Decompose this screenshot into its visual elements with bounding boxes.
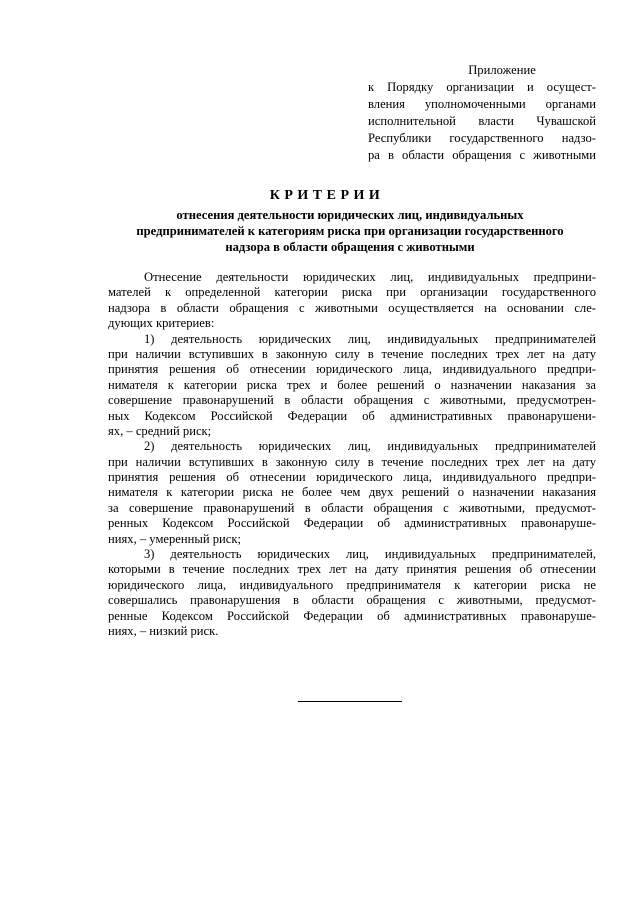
appendix-block [368, 62, 596, 164]
intro-line: дующих критериев: [108, 316, 215, 331]
criterion-1-line: ных Кодексом Российской Федерации об административных правонарушени- [108, 408, 596, 423]
appendix-title: Приложение [468, 63, 536, 77]
criterion-3-line: ниях, – низкий риск. [108, 623, 219, 638]
subtitle-line: надзора в области обращения с животными [225, 240, 475, 254]
appendix-line: вления уполномоченными органами [368, 97, 596, 111]
appendix-line: Республики государственного надзо- [368, 131, 596, 145]
criterion-3-line: юридического лица, индивидуального предпринимателя к категории риска не [108, 577, 596, 592]
document-subtitle [104, 207, 596, 255]
criterion-1-line: нимателя к категории риска трех и более решений о назначении наказания за [108, 377, 596, 392]
criterion-1-line: совершение правонарушений в области обращения с животными, предусмотрен- [108, 393, 596, 408]
document-title: КРИТЕРИИ [269, 188, 385, 203]
criterion-1-line: при наличии вступивших в законную силу в течение последних трех лет на дату [108, 346, 596, 361]
criterion-2-line: за совершение правонарушений в области обращения с животными, предусмот- [108, 500, 596, 515]
criterion-2-line: 2) деятельность юридических лиц, индивидуальных предпринимателей [144, 439, 596, 454]
criterion-1-line: ях, – средний риск; [108, 423, 212, 438]
appendix-line: ра в области обращения с животными [368, 148, 596, 162]
criterion-2-line: принятия решения об отнесении юридического лица, индивидуального предпри- [108, 470, 596, 485]
subtitle-line: предпринимателей к категориям риска при организации государственного [136, 224, 564, 238]
document-body [108, 270, 596, 639]
criterion-3-line: совершались правонарушения в области обращения с животными, предусмот- [108, 593, 596, 608]
intro-line: мателей к определенной категории риска при организации государственного [108, 285, 596, 300]
appendix-line: исполнительной власти Чувашской [368, 114, 596, 128]
criterion-2-line: при наличии вступивших в законную силу в течение последних трех лет на дату [108, 454, 596, 469]
criterion-2-line: ниях, – умеренный риск; [108, 531, 241, 546]
intro-line: Отнесение деятельности юридических лиц, индивидуальных предприни- [144, 270, 596, 284]
intro-line: надзора в области обращения с животными осуществляется на основании сле- [108, 300, 596, 315]
criterion-1-line: принятия решения об отнесении юридического лица, индивидуального предпри- [108, 362, 596, 377]
criterion-3-line: 3) деятельность юридических лиц, индивидуальных предпринимателей, [144, 547, 596, 562]
closing-divider [298, 701, 402, 702]
criterion-3-line: ренные Кодексом Российской Федерации об административных правонаруше- [108, 608, 596, 623]
criterion-2-line: ренных Кодексом Российской Федерации об административных правонаруше- [108, 516, 596, 531]
appendix-line: к Порядку организации и осущест- [368, 80, 596, 94]
criterion-2-line: нимателя к категории риска не более чем двух решений о назначении наказания [108, 485, 596, 500]
criterion-3-line: которыми в течение последних трех лет на дату принятия решения об отнесении [108, 562, 596, 577]
criterion-1-line: 1) деятельность юридических лиц, индивидуальных предпринимателей [144, 331, 596, 346]
subtitle-line: отнесения деятельности юридических лиц, индивидуальных [176, 208, 524, 222]
